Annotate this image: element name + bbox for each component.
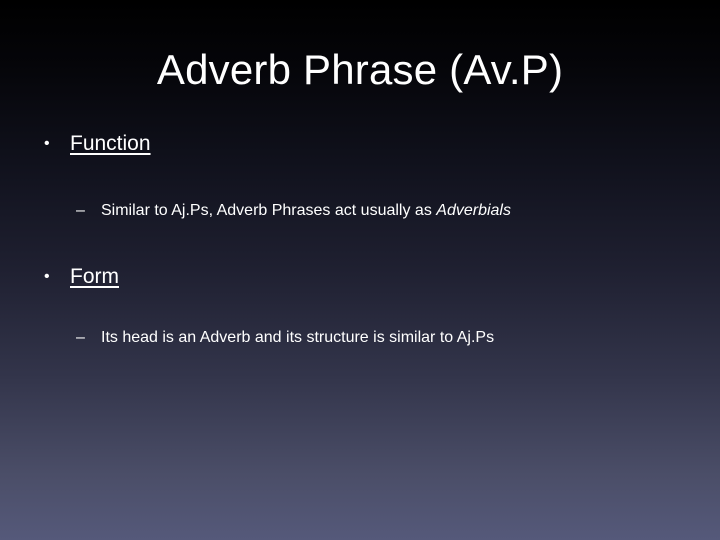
bullet-marker: • (44, 268, 50, 285)
sub-bullet-form (76, 327, 494, 349)
sub-bullet-function (76, 200, 511, 222)
bullet-label-function: Function (70, 132, 151, 155)
bullet-label-form: Form (70, 265, 119, 288)
bullet-marker: • (44, 135, 50, 152)
bullet-function (44, 130, 151, 158)
slide-title: Adverb Phrase (Av.P) (156, 46, 564, 93)
bullet-form (44, 263, 119, 291)
sub-bullet-text-form: Its head is an Adverb and its structure is similar to Aj.Ps (101, 329, 495, 346)
sub-bullet-marker: – (76, 202, 85, 219)
sub-bullet-emphasis: Adverbials (436, 202, 511, 219)
sub-bullet-marker: – (76, 329, 85, 346)
sub-bullet-text-function: Similar to Aj.Ps, Adverb Phrases act usually as (101, 202, 437, 219)
